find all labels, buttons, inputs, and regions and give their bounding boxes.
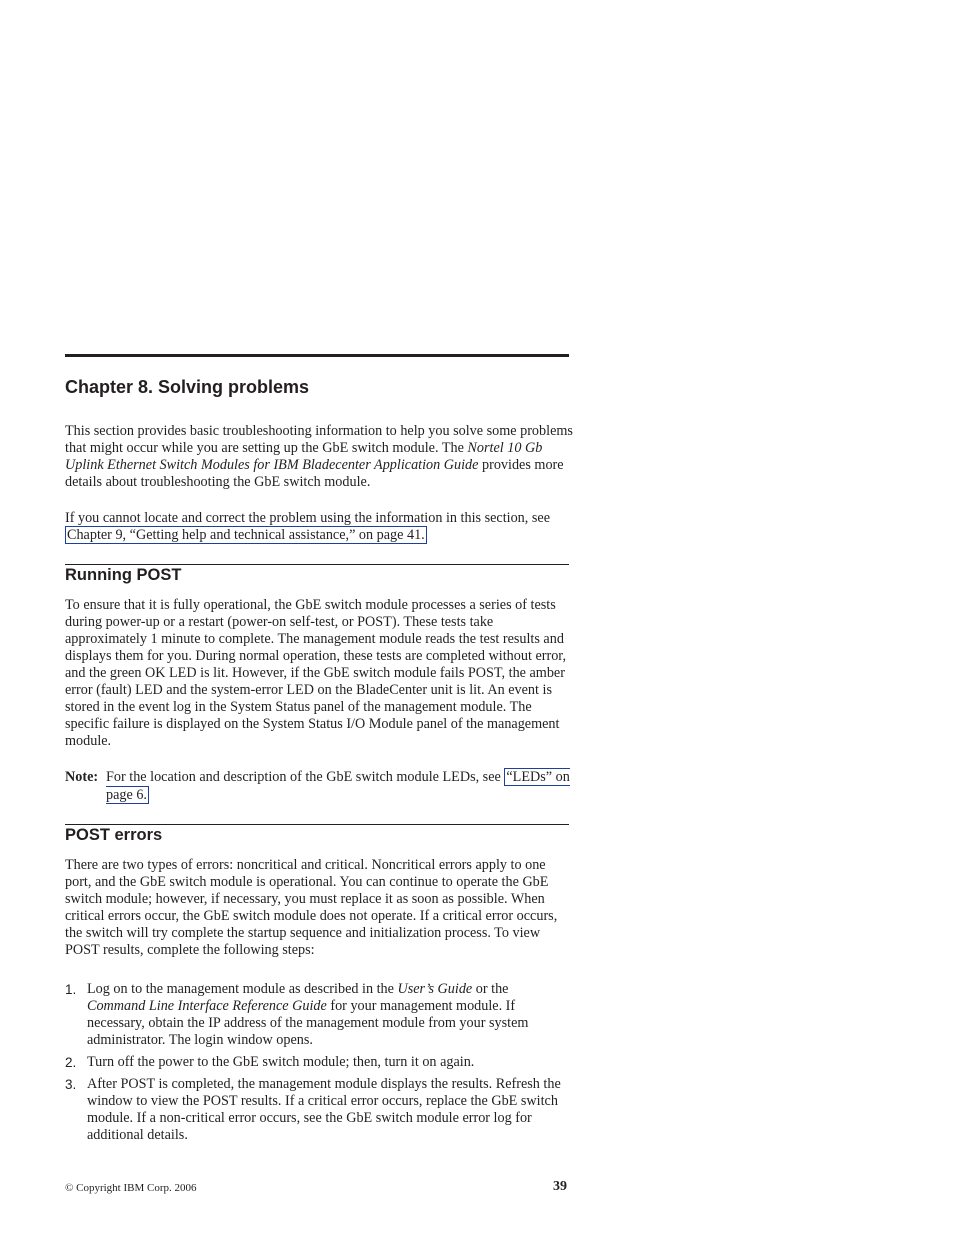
step-text: or the <box>472 981 509 997</box>
intro-text-a: This section provides basic troubleshooting information to help you solve some problems that might occur while you are setting up the GbE switch module. The <box>65 423 573 456</box>
step-number: 3. <box>65 1077 77 1092</box>
chapter-9-link[interactable]: Chapter 9, “Getting help and technical assistance,” on page 41. <box>67 527 425 543</box>
section-rule-post-errors <box>65 824 569 825</box>
note-label: Note: <box>65 769 99 785</box>
help-paragraph <box>65 510 573 544</box>
step-text: Log on to the management module as described in the <box>87 981 398 997</box>
list-item <box>65 1054 569 1071</box>
note-body <box>106 768 573 804</box>
step-text: After POST is completed, the management module displays the results. Refresh the window to view the POST results. If a critical error occurs, replace the GbE switch module. If a non-critical error occurs, see the GbE switch module error log for additional details. <box>87 1076 561 1143</box>
section-rule-running-post <box>65 564 569 565</box>
help-text: If you cannot locate and correct the problem using the information in this section, see <box>65 510 550 526</box>
leds-note <box>65 768 573 804</box>
chapter-rule <box>65 354 569 357</box>
list-item <box>65 1076 569 1144</box>
page-number: 39 <box>553 1179 567 1194</box>
step-text: for your management module. If necessary, obtain the IP address of the management module from your system administrator. The login window opens. <box>87 998 529 1048</box>
post-errors-heading: POST errors <box>65 826 163 844</box>
guide-title: Nortel 10 Gb Uplink Ethernet Switch Modules for IBM Bladecenter Application Guide <box>65 440 543 473</box>
running-post-paragraph: To ensure that it is fully operational, the GbE switch module processes a series of tests during power-up or a restart (power-on self-test, or POST). These tests take approximately 1 minute to complete. The management module reads the test results and displays them for you. During normal operation, these tests are completed without error, and the green OK LED is lit. However, if the GbE switch module fails POST, the amber error (fault) LED and the system-error LED on the BladeCenter unit is lit. An event is stored in the event log in the System Status panel of the management module. The specific failure is displayed on the System Status I/O Module panel of the management module. <box>65 597 566 749</box>
step-number: 2. <box>65 1055 77 1070</box>
leds-link[interactable]: “LEDs” on page 6. <box>106 769 570 803</box>
chapter-title: Chapter 8. Solving problems <box>65 377 310 397</box>
running-post-heading: Running POST <box>65 566 182 584</box>
step-number: 1. <box>65 982 77 997</box>
cli-guide-title: Command Line Interface Reference Guide <box>87 998 327 1014</box>
intro-text-b: provides more details about troubleshooting the GbE switch module. <box>65 457 564 490</box>
copyright-footer: © Copyright IBM Corp. 2006 <box>65 1182 197 1194</box>
users-guide-title: User’s Guide <box>397 981 473 997</box>
list-item <box>65 981 569 1049</box>
intro-paragraph <box>65 423 573 491</box>
note-text: For the location and description of the GbE switch module LEDs, see <box>106 769 505 785</box>
step-text: Turn off the power to the GbE switch module; then, turn it on again. <box>87 1054 475 1070</box>
post-steps-list <box>65 981 569 1149</box>
post-errors-paragraph: There are two types of errors: noncritical and critical. Noncritical errors apply to one port, and the GbE switch module is operational. You can continue to operate the GbE switch module; however, if necessary, you must replace it as soon as possible. When critical errors occur, the GbE switch module does not operate. If a critical error occurs, the switch will try complete the startup sequence and initialization process. To view POST results, complete the following steps: <box>65 857 558 958</box>
